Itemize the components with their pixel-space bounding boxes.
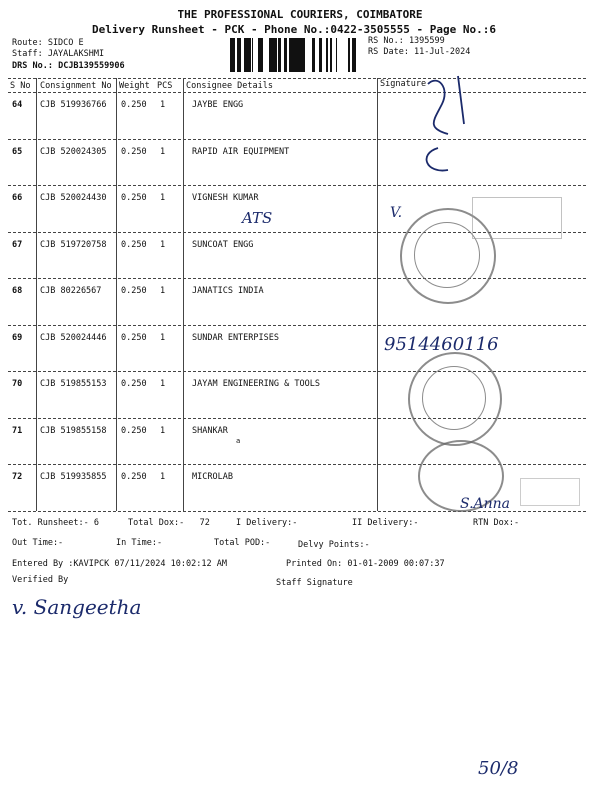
- tot-runsheet: Tot. Runsheet:- 6: [12, 518, 99, 528]
- barcode-bar: [298, 38, 301, 72]
- barcode-bar: [331, 38, 332, 72]
- row-weight: 0.250: [121, 472, 147, 482]
- row-divider: [8, 278, 586, 279]
- row-sno: 66: [12, 193, 23, 203]
- row-consignment-no: CJB 519936766: [40, 100, 107, 110]
- barcode-bar: [284, 38, 287, 72]
- barcode-bar: [244, 38, 246, 72]
- row-weight: 0.250: [121, 239, 147, 250]
- barcode-bar: [348, 38, 350, 72]
- col-divider: [183, 78, 184, 511]
- row-weight: 0.250: [121, 286, 147, 296]
- col-signature: Signature: [380, 79, 427, 89]
- signature-scribble: [378, 64, 488, 184]
- barcode: [230, 38, 358, 72]
- row-consignee: SUNCOAT ENGG: [192, 239, 254, 250]
- row-sno: 70: [12, 379, 23, 389]
- row-pcs: 1: [160, 425, 166, 436]
- col-sno: S No: [10, 81, 31, 91]
- row-weight: 0.250: [121, 100, 147, 110]
- barcode-bar: [353, 38, 356, 72]
- row-consignee: SUNDAR ENTERPISES: [192, 332, 279, 343]
- row-consignee: MICROLAB: [192, 472, 233, 482]
- row-pcs: 1: [160, 332, 166, 343]
- staff-label: Staff: JAYALAKSHMI: [12, 49, 105, 59]
- barcode-bar: [289, 38, 291, 72]
- row-pcs: 1: [160, 239, 166, 250]
- barcode-bar: [252, 38, 253, 72]
- barcode-bar: [291, 38, 294, 72]
- row-divider: [8, 325, 586, 326]
- handwritten-sangeetha: v. Sangeetha: [12, 595, 142, 619]
- barcode-bar: [294, 38, 297, 72]
- total-dox: Total Dox:- 72: [128, 518, 210, 528]
- barcode-bar: [336, 38, 337, 72]
- entered-by: Entered By :KAVIPCK 07/11/2024 10:02:12 AM: [12, 559, 227, 569]
- barcode-bar: [237, 38, 240, 72]
- row-divider: [8, 185, 586, 186]
- rs-date: RS Date: 11-Jul-2024: [368, 47, 471, 57]
- barcode-bar: [249, 38, 251, 72]
- row-divider: [8, 418, 586, 419]
- row-divider: [8, 371, 586, 372]
- drs-number: DCJB139559906: [58, 61, 125, 71]
- barcode-bar: [301, 38, 303, 72]
- table-top-divider: [8, 78, 586, 79]
- row-consignee: JAYBE ENGG: [192, 100, 244, 110]
- row-sno: 71: [12, 425, 23, 436]
- row-weight: 0.250: [121, 193, 147, 203]
- row-consignment-no: CJB 520024446: [40, 332, 107, 343]
- barcode-bar: [303, 38, 305, 72]
- barcode-bar: [326, 38, 328, 72]
- row-pcs: 1: [160, 286, 166, 296]
- row-consignee: JANATICS INDIA: [192, 286, 264, 296]
- barcode-bar: [330, 38, 331, 72]
- barcode-bar: [240, 38, 241, 72]
- row-consignment-no: CJB 520024305: [40, 146, 107, 157]
- barcode-bar: [232, 38, 234, 72]
- row-consignee: JAYAM ENGINEERING & TOOLS: [192, 379, 320, 389]
- row-sno: 67: [12, 239, 23, 250]
- col-divider: [36, 78, 37, 511]
- staff-signature-label: Staff Signature: [276, 578, 353, 588]
- route-label: Route: SIDCO E: [12, 38, 84, 48]
- handwritten-s-anna: S.Anna: [460, 496, 511, 512]
- col-weight: Weight: [119, 81, 150, 91]
- barcode-bar: [269, 38, 271, 72]
- row-pcs: 1: [160, 379, 166, 389]
- row-pcs: 1: [160, 146, 166, 157]
- col-consignment: Consignment No: [40, 81, 112, 91]
- col-consignee: Consignee Details: [186, 81, 273, 91]
- row-consignee: SHANKAR: [192, 425, 228, 436]
- drs-label: DRS No.: DCJB139559906: [12, 61, 125, 71]
- in-time: In Time:-: [116, 538, 163, 548]
- barcode-bar: [261, 38, 263, 72]
- row-weight: 0.250: [121, 146, 147, 157]
- row-consignment-no: CJB 80226567: [40, 286, 102, 296]
- i-delivery: I Delivery:-: [236, 518, 298, 528]
- row-consignment-no: CJB 519720758: [40, 239, 107, 250]
- row-sno: 65: [12, 146, 23, 157]
- row-sno: 72: [12, 472, 23, 482]
- barcode-bar: [278, 38, 281, 72]
- delvy-points: Delvy Points:-: [298, 540, 370, 550]
- row-weight: 0.250: [121, 425, 147, 436]
- table-header-divider: [8, 92, 586, 93]
- row-consignment-no: CJB 519935855: [40, 472, 107, 482]
- handwritten-v: V.: [390, 205, 403, 221]
- company-stamp-inner: [422, 366, 486, 430]
- ii-delivery: II Delivery:-: [352, 518, 419, 528]
- barcode-bar: [312, 38, 315, 72]
- row-pcs: 1: [160, 100, 166, 110]
- rect-stamp: [520, 478, 580, 506]
- barcode-bar: [297, 38, 298, 72]
- barcode-bar: [271, 38, 274, 72]
- row-mark: a: [236, 437, 241, 445]
- row-sno: 64: [12, 100, 23, 110]
- out-time: Out Time:-: [12, 538, 64, 548]
- row-pcs: 1: [160, 193, 166, 203]
- row-consignee: VIGNESH KUMAR: [192, 193, 259, 203]
- row-weight: 0.250: [121, 332, 147, 343]
- rect-stamp: [472, 197, 562, 239]
- total-dox-value: 72: [199, 518, 210, 528]
- row-consignment-no: CJB 519855153: [40, 379, 107, 389]
- rtn-dox: RTN Dox:-: [473, 518, 520, 528]
- row-sno: 68: [12, 286, 23, 296]
- row-weight: 0.250: [121, 379, 147, 389]
- row-consignment-no: CJB 520024430: [40, 193, 107, 203]
- handwritten-ats: ATS: [242, 209, 273, 227]
- rs-number: RS No.: 1395599: [368, 36, 445, 46]
- row-consignee: RAPID AIR EQUIPMENT: [192, 146, 290, 157]
- barcode-bar: [274, 38, 277, 72]
- handwritten-phone: 9514460116: [384, 334, 499, 355]
- barcode-bar: [230, 38, 232, 72]
- total-pod: Total POD:-: [214, 538, 271, 548]
- row-consignment-no: CJB 519855158: [40, 425, 107, 436]
- barcode-bar: [319, 38, 322, 72]
- printed-on: Printed On: 01-01-2009 00:07:37: [286, 559, 445, 569]
- company-title: THE PROFESSIONAL COURIERS, COIMBATORE: [177, 8, 423, 21]
- company-stamp-inner: [414, 222, 480, 288]
- col-divider: [116, 78, 117, 511]
- col-pcs: PCS: [157, 81, 173, 91]
- row-sno: 69: [12, 332, 23, 343]
- handwritten-page-count: 50/8: [478, 758, 519, 779]
- row-divider: [8, 139, 586, 140]
- runsheet-title: Delivery Runsheet - PCK - Phone No.:0422-3505555 - Page No.:6: [92, 23, 496, 36]
- barcode-bar: [260, 38, 261, 72]
- barcode-bar: [246, 38, 249, 72]
- barcode-bar: [234, 38, 235, 72]
- barcode-bar: [258, 38, 260, 72]
- verified-by: Verified By: [12, 575, 69, 585]
- barcode-bar: [352, 38, 353, 72]
- row-pcs: 1: [160, 472, 166, 482]
